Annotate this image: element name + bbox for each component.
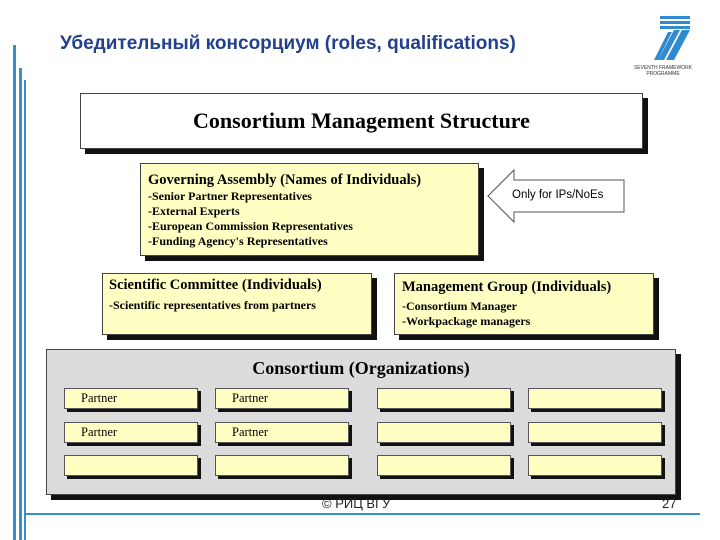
callout-text: Only for IPs/NoEs — [512, 189, 604, 201]
partner-cell — [528, 422, 662, 443]
management-heading: Management Group (Individuals) — [402, 279, 612, 295]
copyright: © РИЦ ВГУ — [322, 496, 391, 511]
decor-line — [13, 45, 16, 540]
scientific-committee-box — [102, 273, 372, 335]
partner-cell — [64, 455, 198, 476]
diagram-title: Consortium Management Structure — [193, 108, 530, 133]
logo-text-1: SEVENTH FRAMEWORK — [633, 65, 693, 71]
footer-rule — [24, 513, 700, 515]
governing-assembly-box — [140, 163, 479, 256]
scientific-item: -Scientific representatives from partners — [109, 298, 316, 312]
diagram-title-box — [80, 93, 643, 149]
fp7-logo — [630, 14, 696, 76]
governing-item: -Funding Agency's Representatives — [148, 234, 328, 248]
logo-text-2: PROGRAMME — [646, 71, 680, 77]
management-group-box — [394, 273, 654, 335]
governing-heading: Governing Assembly (Names of Individuals) — [148, 172, 422, 188]
page-number: 27 — [662, 496, 677, 511]
partner-cell — [377, 388, 511, 409]
governing-item: -European Commission Representatives — [148, 219, 353, 233]
governing-item: -External Experts — [148, 204, 240, 218]
partner-cell — [215, 455, 349, 476]
management-item: -Workpackage managers — [402, 314, 531, 328]
callout-arrow — [486, 168, 628, 224]
scientific-heading: Scientific Committee (Individuals) — [109, 277, 322, 293]
governing-item: -Senior Partner Representatives — [148, 189, 312, 203]
partner-cell — [377, 422, 511, 443]
partner-cell: Partner — [215, 388, 349, 409]
decor-line — [19, 68, 22, 540]
fp7-logo-icon — [630, 14, 696, 60]
partner-cell — [528, 455, 662, 476]
partner-cell: Partner — [64, 388, 198, 409]
partner-cell: Partner — [215, 422, 349, 443]
decor-line — [24, 80, 26, 540]
partner-cell — [377, 455, 511, 476]
partner-cell — [528, 388, 662, 409]
management-item: -Consortium Manager — [402, 299, 517, 313]
consortium-heading: Consortium (Organizations) — [252, 358, 470, 378]
slide-title: Убедительный консорциум (roles, qualifications) — [60, 33, 516, 54]
partner-cell: Partner — [64, 422, 198, 443]
